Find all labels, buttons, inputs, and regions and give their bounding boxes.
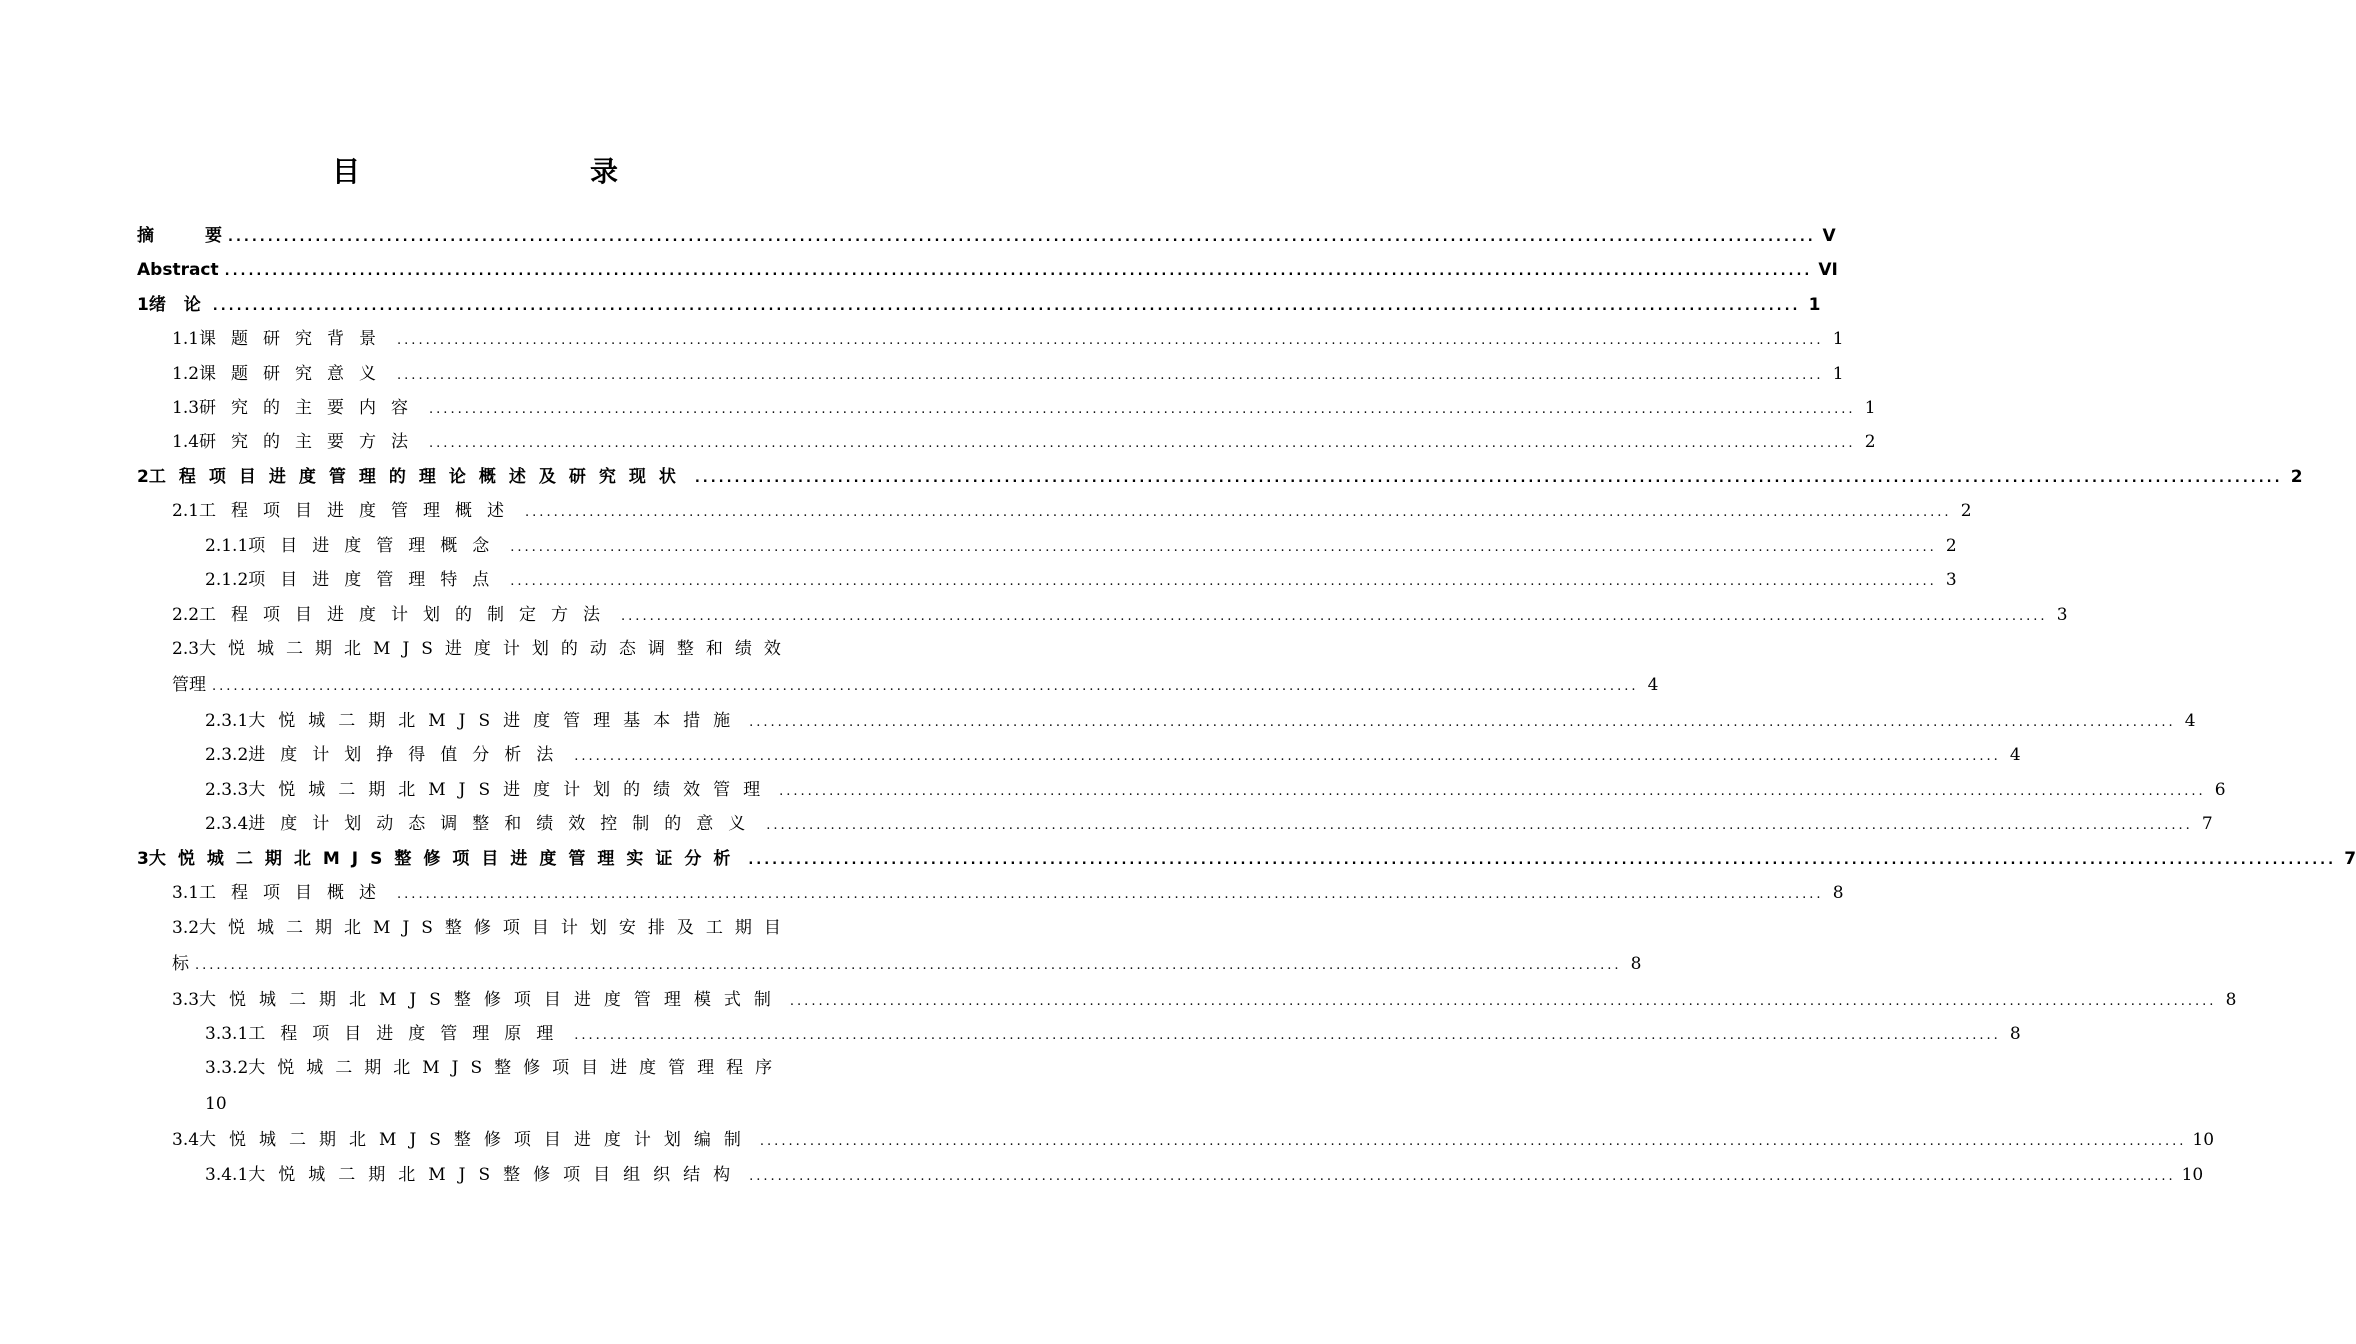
toc-entry-number: 2.3.4 (205, 814, 249, 834)
toc-entry[interactable] (205, 1056, 843, 1080)
toc-entry-number: 3.4.1 (205, 1165, 249, 1185)
toc-entry[interactable] (205, 1163, 2204, 1187)
toc-entry[interactable] (205, 1022, 2021, 1046)
toc-entry-title: 大悦城二期北MJS进度管理基本措施 (248, 711, 744, 731)
toc-entry[interactable] (172, 430, 1876, 454)
toc-entry[interactable] (137, 258, 1838, 282)
toc-page-number: 6 (2214, 780, 2226, 800)
toc-entry-title: 大悦城二期北MJS整修项目组织结构 (248, 1165, 744, 1185)
toc-entry-number: 3.3.2 (205, 1058, 249, 1078)
toc-entry-number: 1.1 (172, 329, 200, 349)
toc-entry-continuation[interactable] (172, 673, 1659, 697)
toc-entry-title: 项目进度管理概念 (248, 536, 505, 556)
toc-leader-dots: ........................................................................................................................................................................................................ (510, 540, 1937, 555)
toc-entry[interactable] (137, 465, 2303, 489)
toc-entry-number: 2.3.2 (205, 745, 249, 765)
toc-entry-number: 2.1.2 (205, 570, 249, 590)
toc-entry[interactable] (172, 881, 1844, 905)
toc-page-number: 2 (2290, 467, 2303, 487)
toc-entry-number: 3.2 (172, 918, 200, 938)
toc-page-number: 4 (2184, 711, 2196, 731)
toc-page-number: 2 (1945, 536, 1957, 556)
toc-page-number: 8 (1630, 954, 1642, 974)
toc-leader-dots: ........................................................................................................................................................................................................ (228, 230, 1816, 245)
toc-entry-number: 1.2 (172, 364, 200, 384)
toc-entry[interactable] (172, 603, 2068, 627)
toc-entry-number: 1.4 (172, 432, 200, 452)
toc-leader-dots: ........................................................................................................................................................................................................ (510, 574, 1937, 589)
toc-entry-title: 研究的主要方法 (199, 432, 424, 452)
toc-entry-title: 大悦城二期北MJS进度计划的动态调整和绩效 (199, 639, 793, 659)
toc-leader-dots: ........................................................................................................................................................................................................ (749, 715, 2176, 730)
toc-leader-dots: ........................................................................................................................................................................................................ (195, 958, 1622, 973)
toc-entry-title: 工程项目进度管理概述 (199, 501, 520, 521)
toc-entry[interactable] (205, 568, 1957, 592)
toc-page-number: 7 (2201, 814, 2213, 834)
toc-entry-number: 2.3.1 (205, 711, 249, 731)
toc-entry-title-continued: 管理 (172, 675, 206, 695)
toc-page-number: 8 (2225, 990, 2237, 1010)
toc-entry-title: 摘 要 (137, 226, 222, 246)
toc-entry[interactable] (205, 534, 1957, 558)
toc-entry-number: 3.1 (172, 883, 200, 903)
toc-entry-number: 1 (137, 295, 149, 315)
toc-entry-title-continued: 标 (172, 954, 189, 974)
toc-leader-dots: ........................................................................................................................................................................................................ (766, 818, 2193, 833)
toc-page-number: 4 (2009, 745, 2021, 765)
toc-entry[interactable] (172, 362, 1844, 386)
toc-leader-dots: ........................................................................................................................................................................................................ (574, 749, 2001, 764)
toc-leader-dots: ........................................................................................................................................................................................................ (397, 368, 1824, 383)
toc-entry[interactable] (137, 847, 2356, 871)
toc-entry-title: 大悦城二期北MJS进度计划的绩效管理 (248, 780, 774, 800)
toc-entry-title: 大悦城二期北MJS整修项目进度计划编制 (199, 1130, 754, 1150)
toc-entry-title: 绪 论 (148, 295, 207, 315)
toc-entry-title: 工程项目进度管理原理 (248, 1024, 569, 1044)
toc-page-number: 3 (2056, 605, 2068, 625)
toc-entry[interactable] (137, 224, 1836, 248)
toc-entry[interactable] (172, 1128, 2215, 1152)
toc-leader-dots: ........................................................................................................................................................................................................ (748, 853, 2337, 868)
toc-page-number: VI (1818, 260, 1838, 280)
toc-entry-title: 大悦城二期北MJS整修项目进度管理模式制 (199, 990, 784, 1010)
toc-leader-dots: ........................................................................................................................................................................................................ (759, 1134, 2187, 1149)
toc-leader-dots: ........................................................................................................................................................................................................ (779, 784, 2206, 799)
toc-page-number: 10 (2181, 1165, 2204, 1185)
toc-entry[interactable] (172, 499, 1972, 523)
toc-page-number: 2 (1960, 501, 1972, 521)
toc-entry-title: 项目进度管理特点 (248, 570, 505, 590)
toc-leader-dots: ........................................................................................................................................................................................................ (429, 436, 1856, 451)
toc-page-number: 7 (2344, 849, 2356, 869)
toc-entry-title: 研究的主要内容 (199, 398, 424, 418)
toc-leader-dots: ........................................................................................................................................................................................................ (212, 299, 1801, 314)
toc-page-number: 4 (1647, 675, 1659, 695)
toc-leader-dots: ........................................................................................................................................................................................................ (574, 1028, 2001, 1043)
toc-entry-title: 工程项目进度管理的理论概述及研究现状 (148, 467, 689, 487)
toc-entry-number: 3.4 (172, 1130, 200, 1150)
toc-entry-title: 课题研究背景 (199, 329, 392, 349)
toc-page-number: 3 (1945, 570, 1957, 590)
toc-leader-dots: ........................................................................................................................................................................................................ (525, 505, 1952, 520)
toc-entry-number: 3 (137, 849, 149, 869)
toc-leader-dots: ........................................................................................................................................................................................................ (789, 994, 2217, 1009)
toc-entry[interactable] (172, 916, 855, 940)
toc-entry-number: 2.2 (172, 605, 200, 625)
toc-entry-title-continued: 10 (205, 1094, 227, 1114)
toc-leader-dots: ........................................................................................................................................................................................................ (621, 609, 2048, 624)
toc-entry-number: 2.1.1 (205, 536, 249, 556)
toc-entry[interactable] (205, 743, 2021, 767)
toc-entry[interactable] (137, 293, 1821, 317)
toc-entry[interactable] (172, 327, 1844, 351)
toc-entry-number: 2 (137, 467, 149, 487)
toc-leader-dots: ........................................................................................................................................................................................................ (212, 679, 1639, 694)
toc-leader-dots: ........................................................................................................................................................................................................ (397, 333, 1824, 348)
toc-entry-title: Abstract (137, 260, 219, 280)
toc-entry[interactable] (172, 988, 2237, 1012)
toc-entry[interactable] (205, 812, 2213, 836)
toc-leader-dots: ........................................................................................................................................................................................................ (749, 1169, 2176, 1184)
toc-page-number: 1 (1832, 329, 1844, 349)
toc-entry-number: 2.3 (172, 639, 200, 659)
toc-page-number: 1 (1808, 295, 1821, 315)
toc-entry-number: 3.3 (172, 990, 200, 1010)
toc-entry-title: 大悦城二期北MJS整修项目进度管理实证分析 (148, 849, 743, 869)
toc-entry-continuation[interactable] (172, 952, 1642, 976)
toc-entry-title: 工程项目进度计划的制定方法 (199, 605, 616, 625)
toc-page-number: 8 (2009, 1024, 2021, 1044)
toc-leader-dots: ........................................................................................................................................................................................................ (429, 402, 1856, 417)
toc-entry-title: 大悦城二期北MJS整修项目计划安排及工期目 (199, 918, 793, 938)
toc-leader-dots: ........................................................................................................................................................................................................ (224, 264, 1813, 279)
toc-entry-title: 大悦城二期北MJS整修项目进度管理程序 (248, 1058, 785, 1078)
toc-page-number: 1 (1864, 398, 1876, 418)
toc-page-number: V (1822, 226, 1836, 246)
toc-leader-dots: ........................................................................................................................................................................................................ (694, 471, 2283, 486)
toc-entry[interactable] (205, 778, 2226, 802)
toc-entry-number: 2.1 (172, 501, 200, 521)
toc-entry[interactable] (205, 709, 2196, 733)
toc-leader-dots: ........................................................................................................................................................................................................ (397, 887, 1824, 902)
toc-page-number: 8 (1832, 883, 1844, 903)
toc-entry[interactable] (172, 396, 1876, 420)
toc-entry[interactable] (172, 637, 855, 661)
toc-page-number: 1 (1832, 364, 1844, 384)
toc-entry-title: 工程项目概述 (199, 883, 392, 903)
toc-entry-title: 课题研究意义 (199, 364, 392, 384)
toc-page-number: 2 (1864, 432, 1876, 452)
toc-page-number: 10 (2192, 1130, 2215, 1150)
toc-entry-number: 3.3.1 (205, 1024, 249, 1044)
toc-entry-continuation[interactable] (205, 1092, 855, 1116)
toc-entry-title: 进度计划动态调整和绩效控制的意义 (248, 814, 761, 834)
toc-entry-number: 2.3.3 (205, 780, 249, 800)
toc-entry-title: 进度计划挣得值分析法 (248, 745, 569, 765)
toc-entry-number: 1.3 (172, 398, 200, 418)
toc-title: 目 录 (331, 155, 676, 188)
